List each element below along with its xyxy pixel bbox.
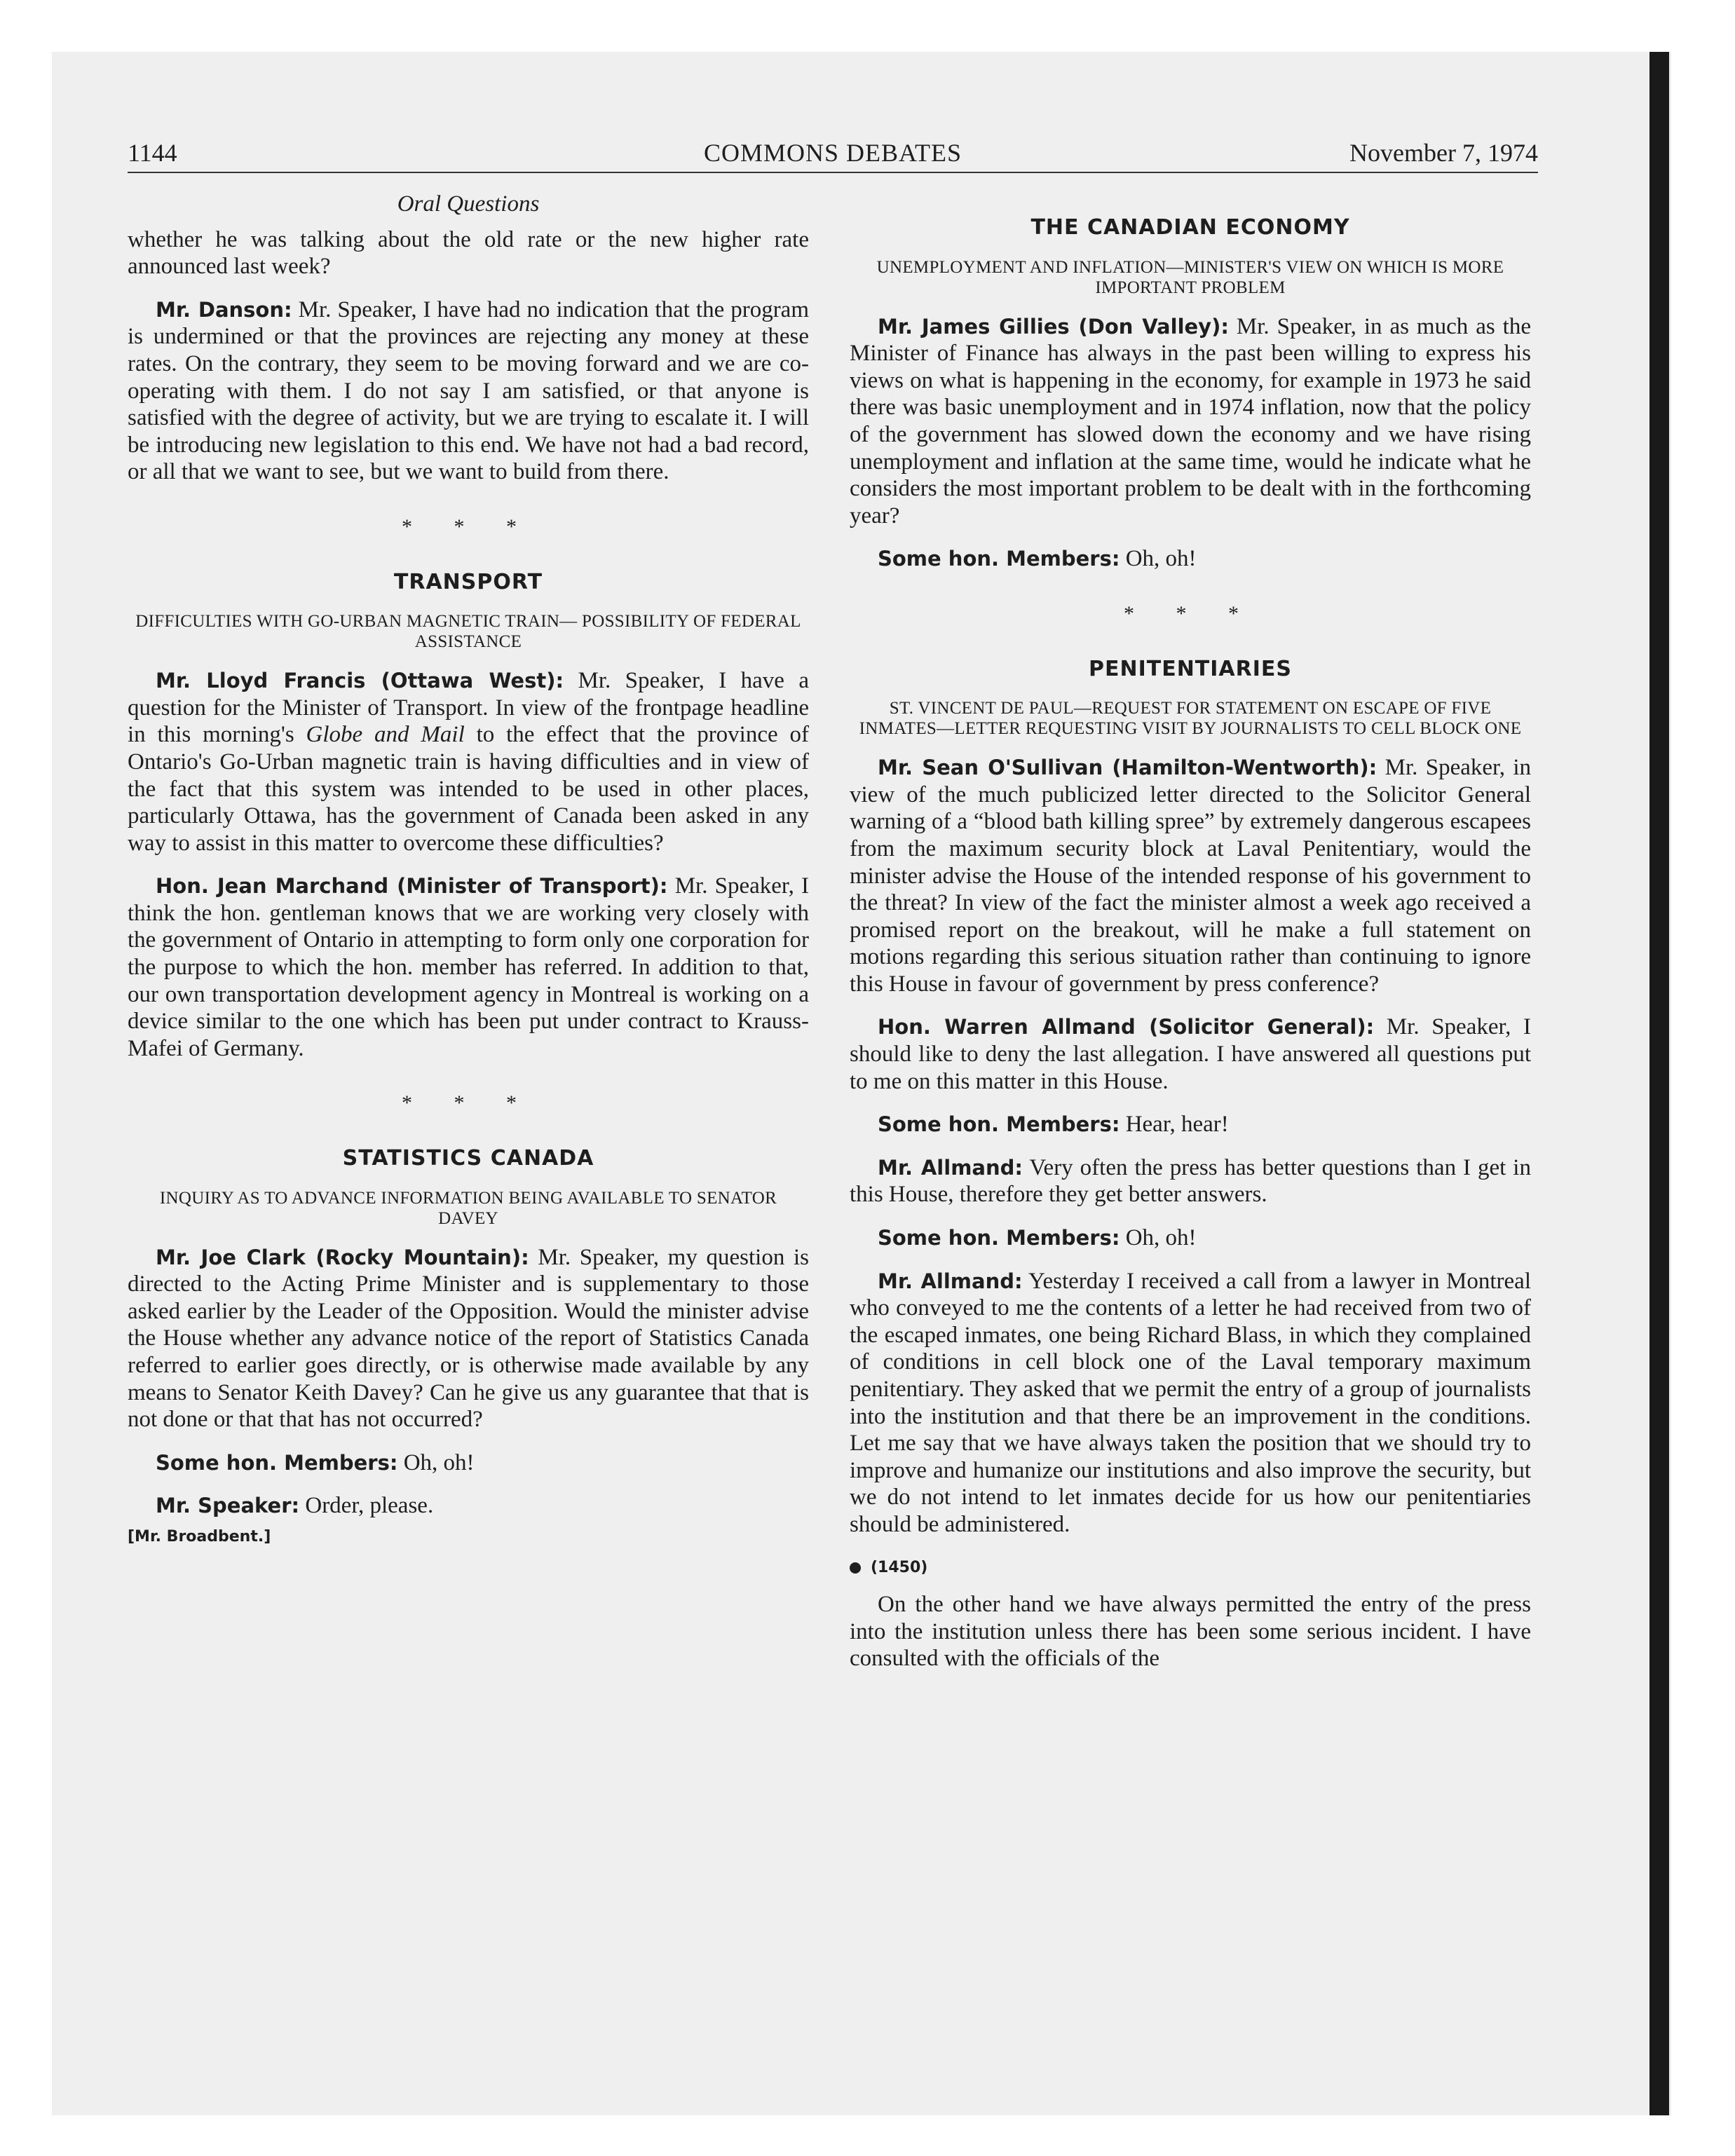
interjection-members xyxy=(850,1111,1531,1138)
section-separator: * * * xyxy=(1124,601,1257,625)
subheading-transport: DIFFICULTIES WITH GO-URBAN MAGNETIC TRAIN— POSSIBILITY OF FEDERAL ASSISTANCE xyxy=(135,612,801,652)
speech-text: Mr. Speaker, my question is directed to the Acting Prime Minister and is supplementary to those asked earlier by the Leader of the Opposition. Would the minister advise the House whether any advance notice of the report of Statistics Canada referred to earlier goes directly, or is otherwise made available by any means to Senator Keith Davey? Can he give us any guarantee that that is not done or that that has not occurred? xyxy=(128,1244,809,1433)
speaker-name: Mr. Joe Clark (Rocky Mountain): xyxy=(156,1245,529,1269)
speaker-name: Some hon. Members: xyxy=(878,547,1120,571)
speech-text: Yesterday I received a call from a lawyer in Montreal who conveyed to me the contents of a letter he had received from two of the escaped inmates, one being Richard Blass, in which they complained of conditions in cell block one of the Laval temporary maximum penitentiary. They asked that we permit the entry of a group of journalists into the institution and that there be an improvement in the conditions. Let me say that we have always taken the position that we should try to improve and humanize our institutions and also improve the security, but we do not intend to let inmates decide for us how our penitentiaries should be administered. xyxy=(850,1268,1531,1537)
publication-title: COMMONS DEBATES xyxy=(703,139,962,167)
right-column xyxy=(850,214,1531,1688)
speaker-name: Mr. Allmand: xyxy=(878,1269,1023,1293)
speech-text: Mr. Speaker, in as much as the Minister of Finance has always in the past been willing to express his views on what is happening in the economy, for example in 1973 he said there was basic unemployment and in 1974 inflation, now that the policy of the government has slowed down the economy and we have rising unemployment and inflation at the same time, would he indicate what he considers the most important problem to be dealt with in the forthcoming year? xyxy=(850,313,1531,528)
speech-text: to the effect that the province of Ontario's Go-Urban magnetic train is having difficulties and in view of the fact that this system was intended to be used in other places, particularly Ottawa, has the government of Canada been asked in any way to assist in this matter to overcome these difficulties? xyxy=(128,722,809,856)
speech-clark xyxy=(128,1244,809,1433)
speaker-name: Mr. Allmand: xyxy=(878,1155,1023,1180)
bullet-icon xyxy=(850,1562,861,1574)
speech-danson xyxy=(128,296,809,486)
continued-paragraph: whether he was talking about the old rate or the new higher rate announced last week? xyxy=(128,226,809,280)
speaker-name: Mr. Lloyd Francis (Ottawa West): xyxy=(156,669,564,693)
speaker-name: Hon. Jean Marchand (Minister of Transport): xyxy=(156,874,668,899)
section-heading-statistics: STATISTICS CANADA xyxy=(342,1146,594,1171)
speaker-name: Mr. James Gillies (Don Valley): xyxy=(878,314,1229,339)
subheading-statistics: INQUIRY AS TO ADVANCE INFORMATION BEING AVAILABLE TO SENATOR DAVEY xyxy=(159,1188,777,1228)
left-column xyxy=(128,191,809,1551)
speech-text: Oh, oh! xyxy=(397,1449,475,1475)
speech-text: Oh, oh! xyxy=(1120,546,1197,572)
speech-francis xyxy=(128,667,809,857)
speech-text: Mr. Speaker, I should like to deny the last allegation. I have answered all questions put to me on this matter in this House. xyxy=(850,1014,1532,1094)
speaker-name: Some hon. Members: xyxy=(878,1226,1120,1250)
speech-text: Mr. Speaker, in view of the much publicized letter directed to the Solicitor General warning of a “blood bath killing spree” by extremely dangerous escapees from the maximum security block at Laval Penitentiary, would the minister advise the House of the intended response of his government to the threat? In view of the fact the minister almost a week ago received a promised report on the breakout, will he make a full statement on motions regarding this serious situation rather than continuing to ignore this House in favour of government by press conference? xyxy=(850,755,1531,997)
speaker-name: Some hon. Members: xyxy=(878,1112,1120,1137)
speech-marchand xyxy=(128,873,809,1062)
speaker-name: Some hon. Members: xyxy=(156,1450,398,1475)
subheading-penitentiaries: ST. VINCENT DE PAUL—REQUEST FOR STATEMENT ON ESCAPE OF FIVE INMATES—LETTER REQUESTING VISIT BY JOURNALISTS TO CELL BLOCK ONE xyxy=(859,699,1522,739)
page-number: 1144 xyxy=(128,139,177,167)
speech-osullivan xyxy=(850,754,1531,997)
speaker-name: Mr. Speaker: xyxy=(156,1494,300,1518)
speaker-name: Mr. Sean O'Sullivan (Hamilton-Wentworth): xyxy=(878,756,1377,780)
speech-allmand-3 xyxy=(850,1268,1531,1538)
footnote: [Mr. Broadbent.] xyxy=(128,1527,271,1546)
speech-text: Mr. Speaker, I have had no indication that the program is undermined or that the provinces are rejecting any money at these rates. On the contrary, they seem to be moving forward and we are co-operating with them. I do not say I am satisfied, or that anyone is satisfied with the degree of activity, but we are trying to escalate it. I will be introducing new legislation to this end. We have not had a bad record, or all that we want to see, but we want to build from there. xyxy=(128,296,810,485)
page-header xyxy=(128,135,1538,173)
speech-allmand-2 xyxy=(850,1154,1531,1208)
scan-edge-shadow xyxy=(1649,52,1669,2115)
speech-text: Order, please. xyxy=(299,1493,434,1519)
speech-speaker xyxy=(128,1492,809,1520)
speech-text: Mr. Speaker, I think the hon. gentleman knows that we are working very closely with the government of Ontario in attempting to form only one corporation for the purpose to which the hon. member has referred. In addition to that, our own transportation development agency in Montreal is working on a device similar to the one which has been put under contract to Krauss-Mafei of Germany. xyxy=(128,873,809,1061)
section-separator: * * * xyxy=(402,514,535,538)
speech-gillies xyxy=(850,313,1531,530)
interjection-members xyxy=(850,1224,1531,1252)
speaker-name: Hon. Warren Allmand (Solicitor General): xyxy=(878,1015,1375,1039)
running-head: Oral Questions xyxy=(397,191,540,217)
section-separator: * * * xyxy=(402,1091,535,1115)
speech-allmand xyxy=(850,1014,1531,1095)
section-heading-economy: THE CANADIAN ECONOMY xyxy=(1030,215,1350,240)
subheading-economy: UNEMPLOYMENT AND INFLATION—MINISTER'S VIEW ON WHICH IS MORE IMPORTANT PROBLEM xyxy=(876,257,1504,297)
newspaper-title: Globe and Mail xyxy=(306,722,465,748)
speech-text: Very often the press has better questions than I get in this House, therefore they get better answers. xyxy=(850,1154,1531,1208)
interjection-members xyxy=(850,545,1531,573)
speech-text: Mr. Speaker, I have a question for the Minister of Transport. In view of the frontpage headline in this morning's xyxy=(128,668,809,748)
speech-continuation: On the other hand we have always permitted the entry of the press into the institution unless there has been some serious incident. I have consulted with the officials of the xyxy=(850,1592,1531,1672)
section-heading-penitentiaries: PENITENTIARIES xyxy=(1088,656,1293,681)
section-heading-transport: TRANSPORT xyxy=(393,569,543,594)
speech-text: Hear, hear! xyxy=(1120,1112,1229,1138)
interjection-members xyxy=(128,1449,809,1477)
speaker-name: Mr. Danson: xyxy=(156,297,292,322)
speech-text: Oh, oh! xyxy=(1120,1225,1197,1251)
timestamp-text: (1450) xyxy=(871,1558,928,1576)
time-marker xyxy=(850,1555,1531,1582)
publication-date: November 7, 1974 xyxy=(1349,139,1538,167)
